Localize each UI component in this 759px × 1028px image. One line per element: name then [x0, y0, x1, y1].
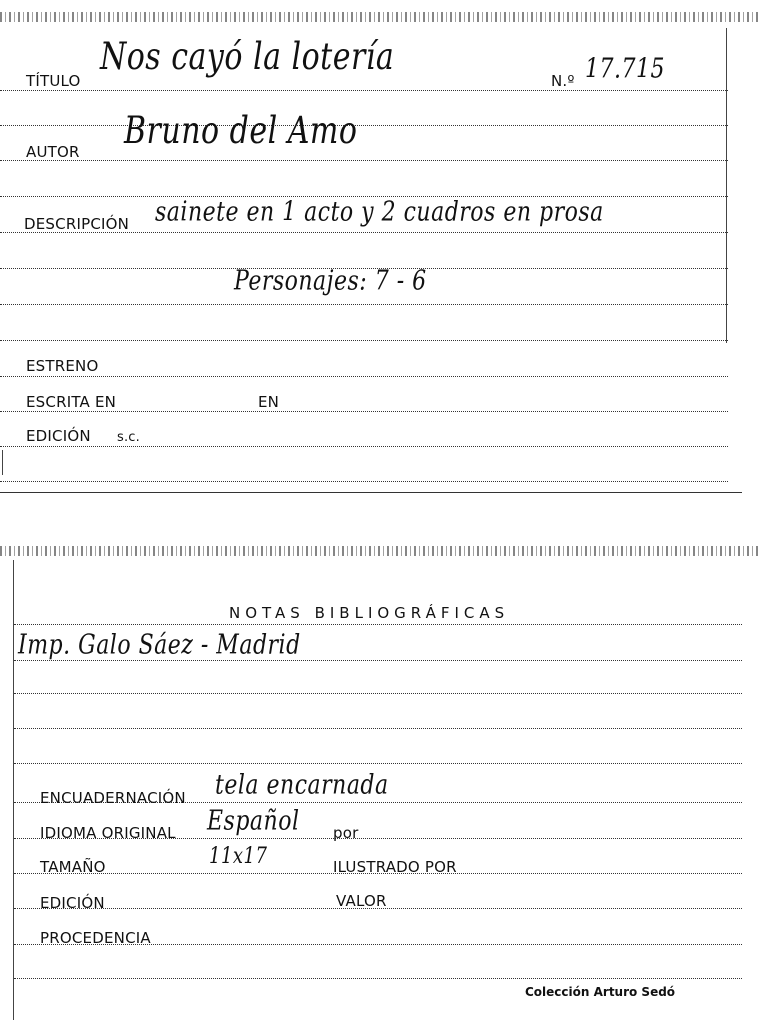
en-label: EN [258, 393, 280, 411]
rule [0, 340, 728, 341]
autor-value: Bruno del Amo [124, 109, 358, 153]
rule [14, 978, 742, 979]
descripcion-value: sainete en 1 acto y 2 cuadros en prosa [155, 196, 604, 228]
card-left-border [13, 560, 14, 1020]
titulo-label: TÍTULO [26, 72, 81, 90]
notas-value: Imp. Galo Sáez - Madrid [18, 629, 301, 661]
edicion-label: EDICIÓN [26, 427, 91, 445]
card-top-edge [0, 546, 759, 556]
idioma-value: Español [207, 805, 300, 837]
titulo-value: Nos cayó la lotería [100, 35, 395, 79]
numero-value: 17.715 [585, 53, 665, 85]
por-label: por [333, 824, 359, 842]
idioma-label: IDIOMA ORIGINAL [40, 824, 176, 842]
catalog-card-bottom [0, 540, 759, 1028]
encuadernacion-label: ENCUADERNACIÓN [40, 789, 186, 807]
rule [0, 411, 728, 412]
ilustrado-label: ILUSTRADO POR [333, 858, 457, 876]
rule [0, 304, 728, 305]
tamano-value: 11x17 [209, 842, 268, 869]
estreno-label: ESTRENO [26, 357, 99, 375]
card-top-edge [0, 12, 759, 22]
rule [0, 160, 728, 161]
numero-label: N.º [551, 72, 575, 90]
collection-footer: Colección Arturo Sedó [525, 985, 676, 999]
card-bottom-edge [0, 492, 742, 493]
rule [0, 376, 728, 377]
escrita-en-label: ESCRITA EN [26, 393, 117, 411]
rule [0, 90, 728, 91]
rule [14, 660, 742, 661]
rule [0, 481, 728, 482]
rule [0, 125, 728, 126]
rule [0, 446, 728, 447]
rule [14, 728, 742, 729]
rule [14, 693, 742, 694]
autor-label: AUTOR [26, 143, 80, 161]
rule [14, 763, 742, 764]
card-right-border [726, 28, 727, 343]
notas-heading: NOTAS BIBLIOGRÁFICAS [229, 604, 510, 622]
valor-label: VALOR [336, 892, 387, 910]
edicion-value: s.c. [117, 430, 140, 445]
rule [14, 624, 742, 625]
catalog-card-top [0, 0, 759, 495]
tamano-label: TAMAÑO [40, 858, 106, 876]
encuadernacion-value: tela encarnada [215, 769, 389, 801]
personajes-value: Personajes: 7 - 6 [234, 265, 427, 297]
edicion-label-2: EDICIÓN [40, 894, 105, 912]
card-left-border [2, 450, 3, 475]
descripcion-label: DESCRIPCIÓN [24, 215, 130, 233]
procedencia-label: PROCEDENCIA [40, 929, 151, 947]
